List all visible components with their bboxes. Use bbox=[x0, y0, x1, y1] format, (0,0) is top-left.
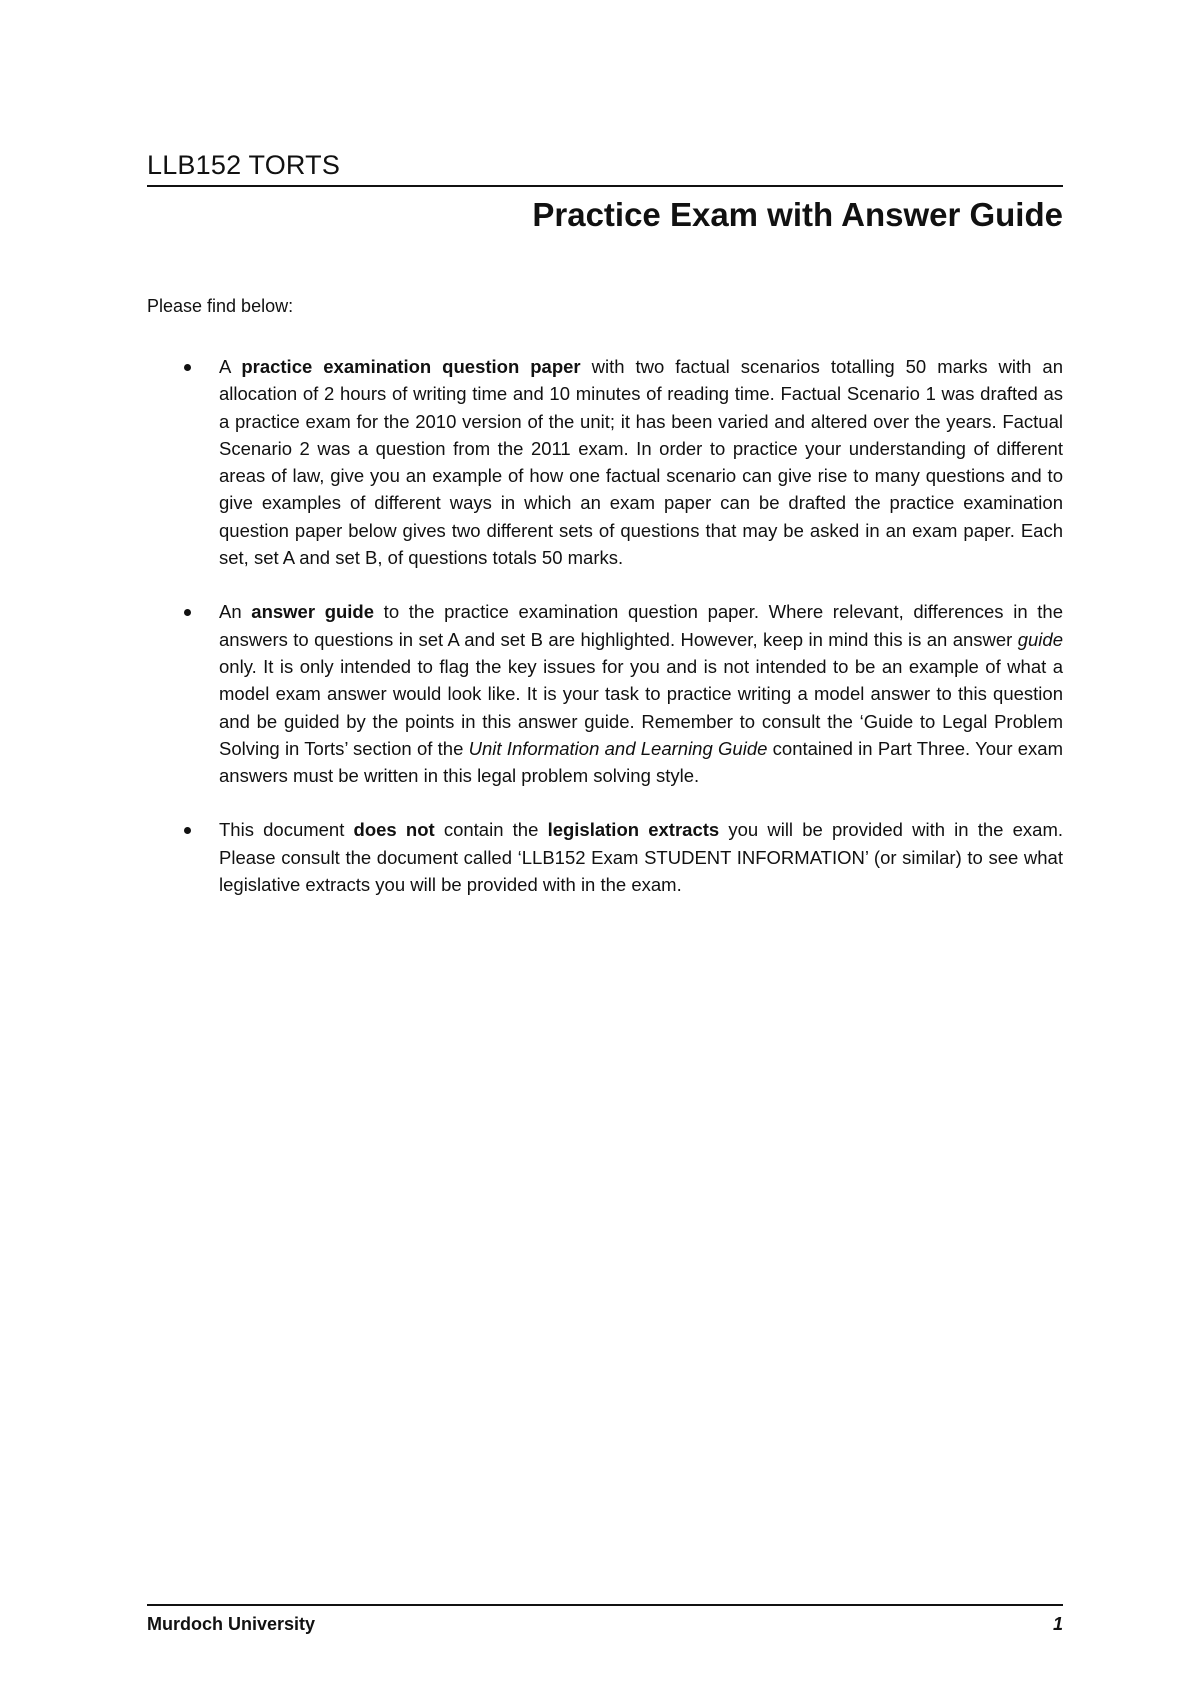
bullet-icon bbox=[184, 364, 191, 371]
bullet-icon bbox=[184, 609, 191, 616]
text-segment: only. It is only intended to flag the key issues for you and is not intended to be an example of what a model exam answer would look like. It is your task to practice writing a model answer to this question and be guided by the points in this answer guide. Remember to consult the ‘Guide to Legal Problem Solving in Torts’ section of the bbox=[219, 655, 1063, 759]
text-segment: contained in Part Three. Your exam answers must be written in this legal problem solving style. bbox=[219, 737, 1063, 787]
page-title: Practice Exam with Answer Guide bbox=[532, 196, 1063, 233]
bold-segment: does not bbox=[353, 819, 435, 841]
text-segment: A bbox=[219, 356, 242, 377]
bullet-text bbox=[219, 356, 1063, 568]
bullet-text bbox=[219, 819, 1063, 895]
bullet-item bbox=[147, 598, 1063, 789]
bullet-list bbox=[147, 353, 1063, 925]
bullet-item bbox=[147, 816, 1063, 898]
text-segment: This document bbox=[219, 819, 354, 841]
text-segment: with two factual scenarios totalling 50 marks with an allocation of 2 hours of writing time and 10 minutes of reading time. Factual Scenario 1 was drafted as a practice exam for the 2010 version of the unit; it has been varied and altered over the years. Factual Scenario 2 was a question from the 2011 exam. In order to practice your understanding of different areas of law, give you an example of how one factual scenario can give rise to many questions and to give examples of different ways in which an exam paper can be drafted the practice examination question paper below gives two different sets of questions that may be asked in an exam paper. Each set, set A and set B, of questions totals 50 marks. bbox=[219, 356, 1064, 569]
page-number: 1 bbox=[1052, 1614, 1063, 1634]
italic-segment: Unit Information and Learning Guide bbox=[468, 737, 768, 759]
bold-segment: answer guide bbox=[251, 601, 375, 623]
text-segment: contain the bbox=[434, 819, 548, 841]
bold-segment: legislation extracts bbox=[547, 819, 720, 841]
bullet-item bbox=[147, 353, 1063, 571]
italic-segment: guide bbox=[1017, 628, 1063, 650]
bullet-text bbox=[219, 601, 1063, 786]
bullet-icon bbox=[184, 827, 191, 834]
text-segment: An bbox=[219, 601, 252, 623]
text-segment: you will be provided with in the exam. Please consult the document called ‘LLB152 Exam STUDENT INFORMATION’ (or similar) to see what legislative extracts you will be provided with in the exam. bbox=[219, 819, 1064, 896]
footer-institution: Murdoch University bbox=[147, 1614, 316, 1634]
footer-rule bbox=[147, 1604, 1063, 1606]
intro-text: Please find below: bbox=[147, 296, 294, 316]
course-code: LLB152 TORTS bbox=[147, 150, 341, 180]
bold-segment: practice examination question paper bbox=[241, 356, 581, 377]
text-segment: to the practice examination question paper. Where relevant, differences in the answers to questions in set A and set B are highlighted. However, keep in mind this is an answer bbox=[219, 601, 1063, 650]
header-rule bbox=[147, 185, 1063, 187]
